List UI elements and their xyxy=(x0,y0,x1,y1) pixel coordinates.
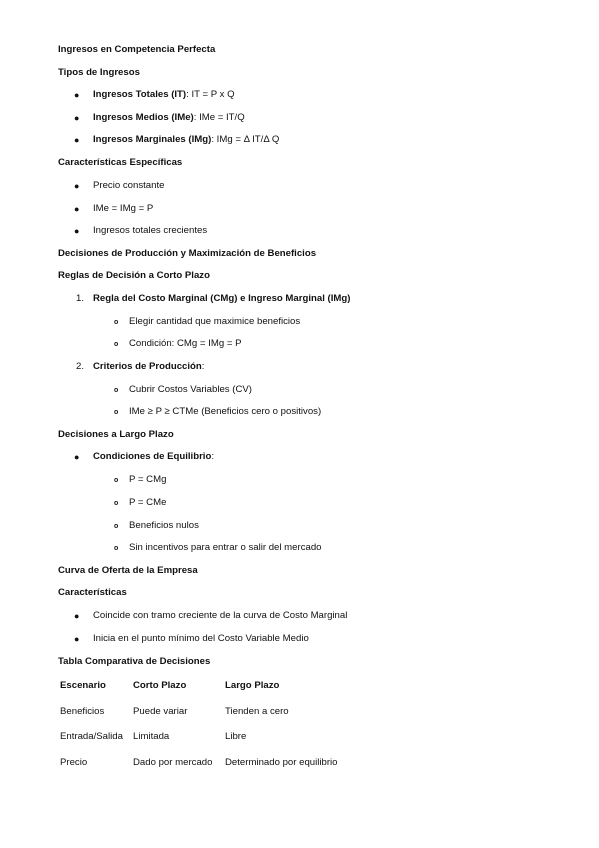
table-cell: Entrada/Salida xyxy=(60,731,123,742)
list-item-text: Inicia en el punto mínimo del Costo Variable Medio xyxy=(93,633,309,644)
item-number: 2. xyxy=(76,361,85,372)
list-item xyxy=(74,203,154,215)
list-item xyxy=(74,134,280,146)
sub-list-item xyxy=(114,384,252,396)
bullet-circle: o xyxy=(114,387,119,394)
list-item xyxy=(74,112,245,124)
bullet-disc: ● xyxy=(74,204,80,214)
definition: : IT = P x Q xyxy=(186,89,235,100)
bullet-circle: o xyxy=(114,477,119,484)
bullet-disc: ● xyxy=(74,135,80,145)
item-label: Regla del Costo Marginal (CMg) e Ingreso Marginal (IMg) xyxy=(93,293,351,304)
numbered-item xyxy=(76,361,205,373)
section-heading-tabla: Tabla Comparativa de Decisiones xyxy=(58,656,211,667)
table-header-cell: Escenario xyxy=(60,680,106,691)
section-heading-caracteristicas: Características Específicas xyxy=(58,157,183,168)
item-label: Condiciones de Equilibrio xyxy=(93,451,212,462)
bullet-circle: o xyxy=(114,500,119,507)
table-cell: Libre xyxy=(225,731,247,742)
table-cell: Precio xyxy=(60,757,88,768)
document-title: Ingresos en Competencia Perfecta xyxy=(58,44,216,55)
table-cell: Limitada xyxy=(133,731,170,742)
bullet-circle: o xyxy=(114,341,119,348)
list-item xyxy=(74,451,215,463)
bullet-disc: ● xyxy=(74,113,80,123)
table-cell: Beneficios xyxy=(60,706,105,717)
section-heading-largo-plazo: Decisiones a Largo Plazo xyxy=(58,429,174,440)
numbered-item xyxy=(76,293,351,305)
term: Ingresos Medios (IMe) xyxy=(93,112,194,123)
section-heading-tipos: Tipos de Ingresos xyxy=(58,67,140,78)
list-item-text: Elegir cantidad que maximice beneficios xyxy=(129,316,301,327)
bullet-circle: o xyxy=(114,523,119,530)
list-item-text: Precio constante xyxy=(93,180,165,191)
bullet-disc: ● xyxy=(74,226,80,236)
table-header-cell: Corto Plazo xyxy=(133,680,187,691)
sub-list-item xyxy=(114,497,167,509)
sub-list-item xyxy=(114,338,242,350)
bullet-disc: ● xyxy=(74,452,80,462)
item-number: 1. xyxy=(76,293,85,304)
bullet-circle: o xyxy=(114,409,119,416)
table-header-cell: Largo Plazo xyxy=(225,680,280,691)
bullet-disc: ● xyxy=(74,634,80,644)
list-item-text: Sin incentivos para entrar o salir del mercado xyxy=(129,542,322,553)
subsection-heading-caracteristicas: Características xyxy=(58,587,127,598)
section-heading-decisiones: Decisiones de Producción y Maximización de Beneficios xyxy=(58,248,317,259)
bullet-disc: ● xyxy=(74,90,80,100)
list-item xyxy=(74,633,309,645)
sub-list-item xyxy=(114,406,322,418)
item-suffix: : xyxy=(211,451,215,462)
table-cell: Puede variar xyxy=(133,706,188,717)
bullet-circle: o xyxy=(114,545,119,552)
item-label: Criterios de Producción xyxy=(93,361,202,372)
list-item-text: Coincide con tramo creciente de la curva de Costo Marginal xyxy=(93,610,348,621)
section-heading-curva: Curva de Oferta de la Empresa xyxy=(58,565,198,576)
section-heading-corto-plazo: Reglas de Decisión a Corto Plazo xyxy=(58,270,210,281)
list-item-text: Ingresos totales crecientes xyxy=(93,225,208,236)
list-item xyxy=(74,610,348,622)
list-item-text: Beneficios nulos xyxy=(129,520,199,531)
list-item-text: IMe ≥ P ≥ CTMe (Beneficios cero o positivos) xyxy=(129,406,322,417)
item-suffix: : xyxy=(201,361,205,372)
definition: : IMe = IT/Q xyxy=(193,112,245,123)
list-item xyxy=(74,89,235,101)
list-item-text: Cubrir Costos Variables (CV) xyxy=(129,384,252,395)
sub-list-item xyxy=(114,542,322,554)
list-item-text: P = CMg xyxy=(129,474,167,485)
term: Ingresos Totales (IT) xyxy=(93,89,187,100)
table-cell: Determinado por equilibrio xyxy=(225,757,338,768)
term: Ingresos Marginales (IMg) xyxy=(93,134,212,145)
sub-list-item xyxy=(114,316,301,328)
sub-list-item xyxy=(114,474,167,486)
list-item-text: Condición: CMg = IMg = P xyxy=(129,338,242,349)
list-item-text: P = CMe xyxy=(129,497,167,508)
definition: : IMg = Δ IT/Δ Q xyxy=(211,134,280,145)
table-cell: Dado por mercado xyxy=(133,757,213,768)
list-item xyxy=(74,225,208,237)
bullet-disc: ● xyxy=(74,181,80,191)
list-item xyxy=(74,180,165,192)
table-cell: Tienden a cero xyxy=(225,706,289,717)
bullet-circle: o xyxy=(114,319,119,326)
bullet-disc: ● xyxy=(74,611,80,621)
list-item-text: IMe = IMg = P xyxy=(93,203,154,214)
sub-list-item xyxy=(114,520,199,532)
